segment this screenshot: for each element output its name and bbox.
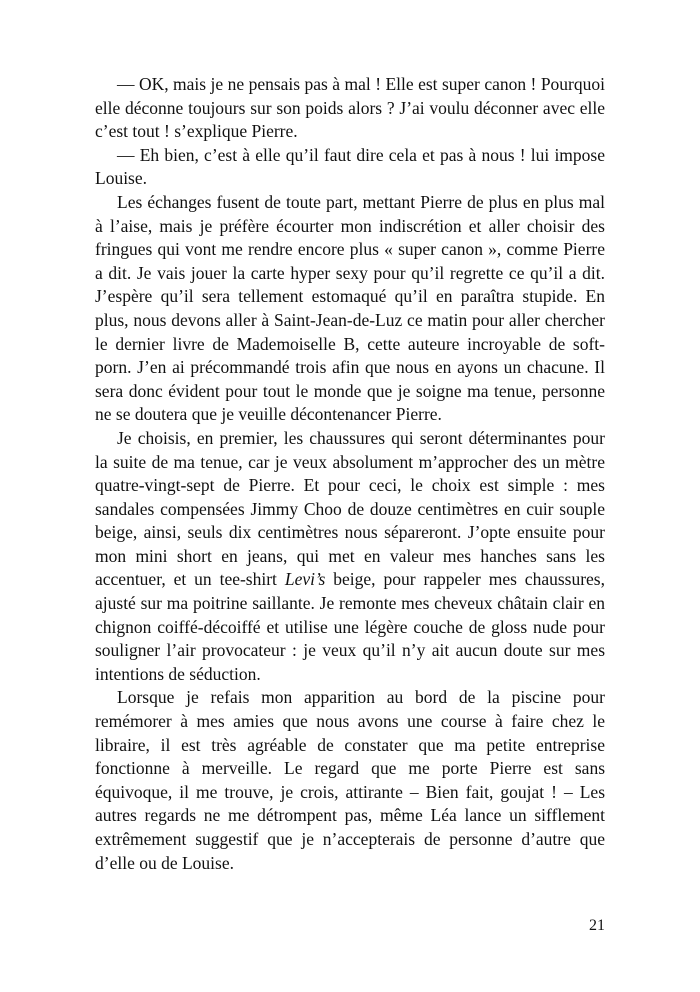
brand-italic-levis: Levi’s	[284, 569, 326, 590]
paragraph-2	[95, 144, 605, 191]
paragraph-4-text-end: beige, pour rappeler mes chaussures, ajusté sur ma poitrine saillante. Je remonte mes cheveux châtain clair en chignon coiffé-décoiffé et utilise une légère couche de gloss nude pour souligner l’air provocateur : je veux qu’il n’y ait aucun doute sur mes intentions de séduction.	[95, 569, 605, 684]
paragraph-2-text: — Eh bien, c’est à elle qu’il faut dire cela et pas à nous ! lui impose Louise.	[95, 144, 605, 189]
paragraph-3-text: Les échanges fusent de toute part, mettant Pierre de plus en plus mal à l’aise, mais je préfère écourter mon indiscrétion et aller choisir des fringues qui vont me rendre encore plus « super canon », comme Pierre a dit. Je vais jouer la carte hyper sexy pour qu’il regrette ce qu’il a dit. J’espère qu’il sera tellement estomaqué qu’il en paraîtra stupide. En plus, nous devons aller à Saint-Jean-de-Luz ce matin pour aller chercher le dernier livre de Mademoiselle B, cette auteure incroyable de soft-porn. J’en ai précommandé trois afin que nous en ayons un chacune. Il sera donc évident pour tout le monde que je soigne ma tenue, personne ne se doutera que je veuille décontenancer Pierre.	[95, 191, 605, 425]
page-number: 21	[589, 917, 605, 934]
paragraph-4	[95, 427, 605, 687]
paragraph-4-text-start: Je choisis, en premier, les chaussures qui seront déterminantes pour la suite de ma tenue, car je veux absolument m’approcher des un mètre quatre-vingt-sept de Pierre. Et pour ceci, le choix est simple : mes sandales compensées Jimmy Choo de douze centimètres en cuir souple beige, ainsi, seuls dix centimètres nous sépareront. J’opte ensuite pour mon mini short en jeans, qui met en valeur mes hanches sans les accentuer, et un tee-shirt	[95, 427, 605, 590]
page-body	[95, 73, 605, 875]
paragraph-1-text: — OK, mais je ne pensais pas à mal ! Elle est super canon ! Pourquoi elle déconne toujours sur son poids alors ? J’ai voulu déconner avec elle c’est tout ! s’explique Pierre.	[95, 74, 605, 142]
paragraph-5	[95, 686, 605, 875]
paragraph-1	[95, 73, 605, 144]
paragraph-3	[95, 191, 605, 427]
paragraph-5-text: Lorsque je refais mon apparition au bord de la piscine pour remémorer à mes amies que nous avons une course à faire chez le libraire, il est très agréable de constater que ma petite entreprise fonctionne à merveille. Le regard que me porte Pierre est sans équivoque, il me trouve, je crois, attirante – Bien fait, goujat ! – Les autres regards ne me détrompent pas, même Léa lance un sifflement extrêmement suggestif que je n’accepterais de personne d’autre que d’elle ou de Louise.	[95, 687, 605, 873]
